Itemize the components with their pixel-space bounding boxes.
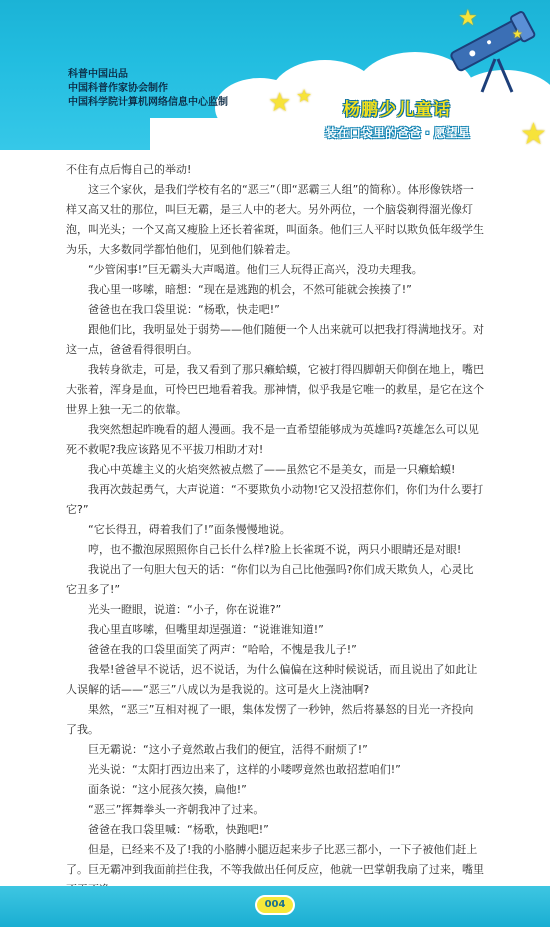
telescope-icon [440, 4, 540, 94]
paragraph: 但是，已经来不及了!我的小胳膊小腿迈起来步子比恶三都小，一下子被他们赶上了。巨无霸冲到我面前拦住我，不等我做出任何反应，他就一巴掌朝我扇了过来，嘴里 [66, 843, 484, 876]
paragraph: 我再次鼓起勇气，大声说道：“不要欺负小动物!它又没招惹你们，你们为什么要打它?” [66, 483, 484, 516]
paragraph: 跟他们比，我明显处于弱势——他们随便一个人出来就可以把我打得满地找牙。对这一点，爸爸看得很明白。 [66, 323, 484, 356]
page-number: 004 [255, 895, 295, 915]
story-text [66, 160, 484, 900]
star-icon: ★ [520, 117, 547, 150]
paragraph: 我说出了一句胆大包天的话：“你们以为自己比他强吗?你们成天欺负人，心灵比它丑多了!” [66, 563, 474, 596]
star-icon: ★ [512, 27, 523, 41]
paragraph: 我转身欲走，可是，我又看到了那只癞蛤蟆，它被打得四脚朝天仰倒在地上，嘴巴大张着，浑身是血，可怜巴巴地看着我。那神情，似乎我是它唯一的救星，是它在这个世界上独一无二的依靠。 [66, 363, 484, 416]
publisher-credits [68, 68, 228, 110]
book-title: 装在口袋里的爸爸 · 愿望星 [325, 126, 470, 140]
paragraph: 这三个家伙，是我们学校有名的“恶三”（即“恶霸三人组”的简称）。体形像铁塔一样又高又壮的那位，叫巨无霸，是三人中的老大。另外两位，一个脑袋剃得溜光像灯泡，叫光头；一个又高又瘦脸上还长着雀斑，叫面条。他们三人平时以欺负低年级学生为乐，大多数同学都怕他们，见到他们躲着走。 [66, 183, 484, 256]
star-icon: ★ [296, 86, 313, 107]
credit-line: 中国科学院计算机网络信息中心监制 [68, 97, 228, 108]
paragraph: “恶三”挥舞拳头一齐朝我冲了过来。 [88, 803, 265, 816]
star-icon: ★ [268, 88, 292, 118]
paragraph: 不住有点后悔自己的举动! [66, 163, 192, 176]
credit-line: 科普中国出品 [68, 69, 128, 80]
paragraph: 我突然想起昨晚看的超人漫画。我不是一直希望能够成为英雄吗?英雄怎么可以见死不救呢?我应该路见不平拔刀相助才对! [66, 423, 479, 456]
paragraph: 我心中英雄主义的火焰突然被点燃了——虽然它不是美女，而是一只癞蛤蟆! [88, 463, 456, 476]
paragraph: 哼，也不撒泡尿照照你自己长什么样?脸上长雀斑不说，两只小眼睛还是对眼! [88, 543, 462, 556]
paragraph: 我心里直哆嗦，但嘴里却逞强道：“说谁谁知道!” [88, 623, 324, 636]
paragraph: “它长得丑，碍着我们了!”面条慢慢地说。 [88, 523, 291, 536]
credit-line: 中国科普作家协会制作 [68, 83, 168, 94]
paragraph: 面条说：“这小屁孩欠揍，扁他!” [88, 783, 247, 796]
paragraph: 光头说：“太阳打西边出来了，这样的小喽啰竟然也敢招惹咱们!” [88, 763, 401, 776]
paragraph: 爸爸在我的口袋里面笑了两声：“哈哈，不愧是我儿子!” [88, 643, 357, 656]
series-title: 杨鹏少儿童话 [343, 100, 451, 120]
paragraph: 爸爸也在我口袋里说：“杨歌，快走吧!” [88, 303, 280, 316]
paragraph: 我晕!爸爸早不说话，迟不说话，为什么偏偏在这种时候说话，而且说出了如此让人误解的话——“恶三”八成以为是我说的。这可是火上浇油啊? [66, 663, 478, 696]
paragraph: 光头一瞪眼，说道：“小子，你在说谁?” [88, 603, 282, 616]
page-header [0, 0, 550, 150]
paragraph: 我心里一哆嗦，暗想：“现在是逃跑的机会，不然可能就会挨揍了!” [88, 283, 412, 296]
paragraph: “少管闲事!”巨无霸头大声喝道。他们三人玩得正高兴，没功夫理我。 [88, 263, 423, 276]
paragraph: 巨无霸说：“这小子竟然敢占我们的便宜，活得不耐烦了!” [88, 743, 368, 756]
paragraph: 果然，“恶三”互相对视了一眼，集体发愣了一秒钟，然后将暴怒的目光一齐投向了我。 [66, 703, 474, 736]
paragraph: 爸爸在我口袋里喊：“杨歌，快跑吧!” [88, 823, 269, 836]
page-footer [0, 886, 550, 927]
star-icon: ★ [458, 6, 478, 31]
